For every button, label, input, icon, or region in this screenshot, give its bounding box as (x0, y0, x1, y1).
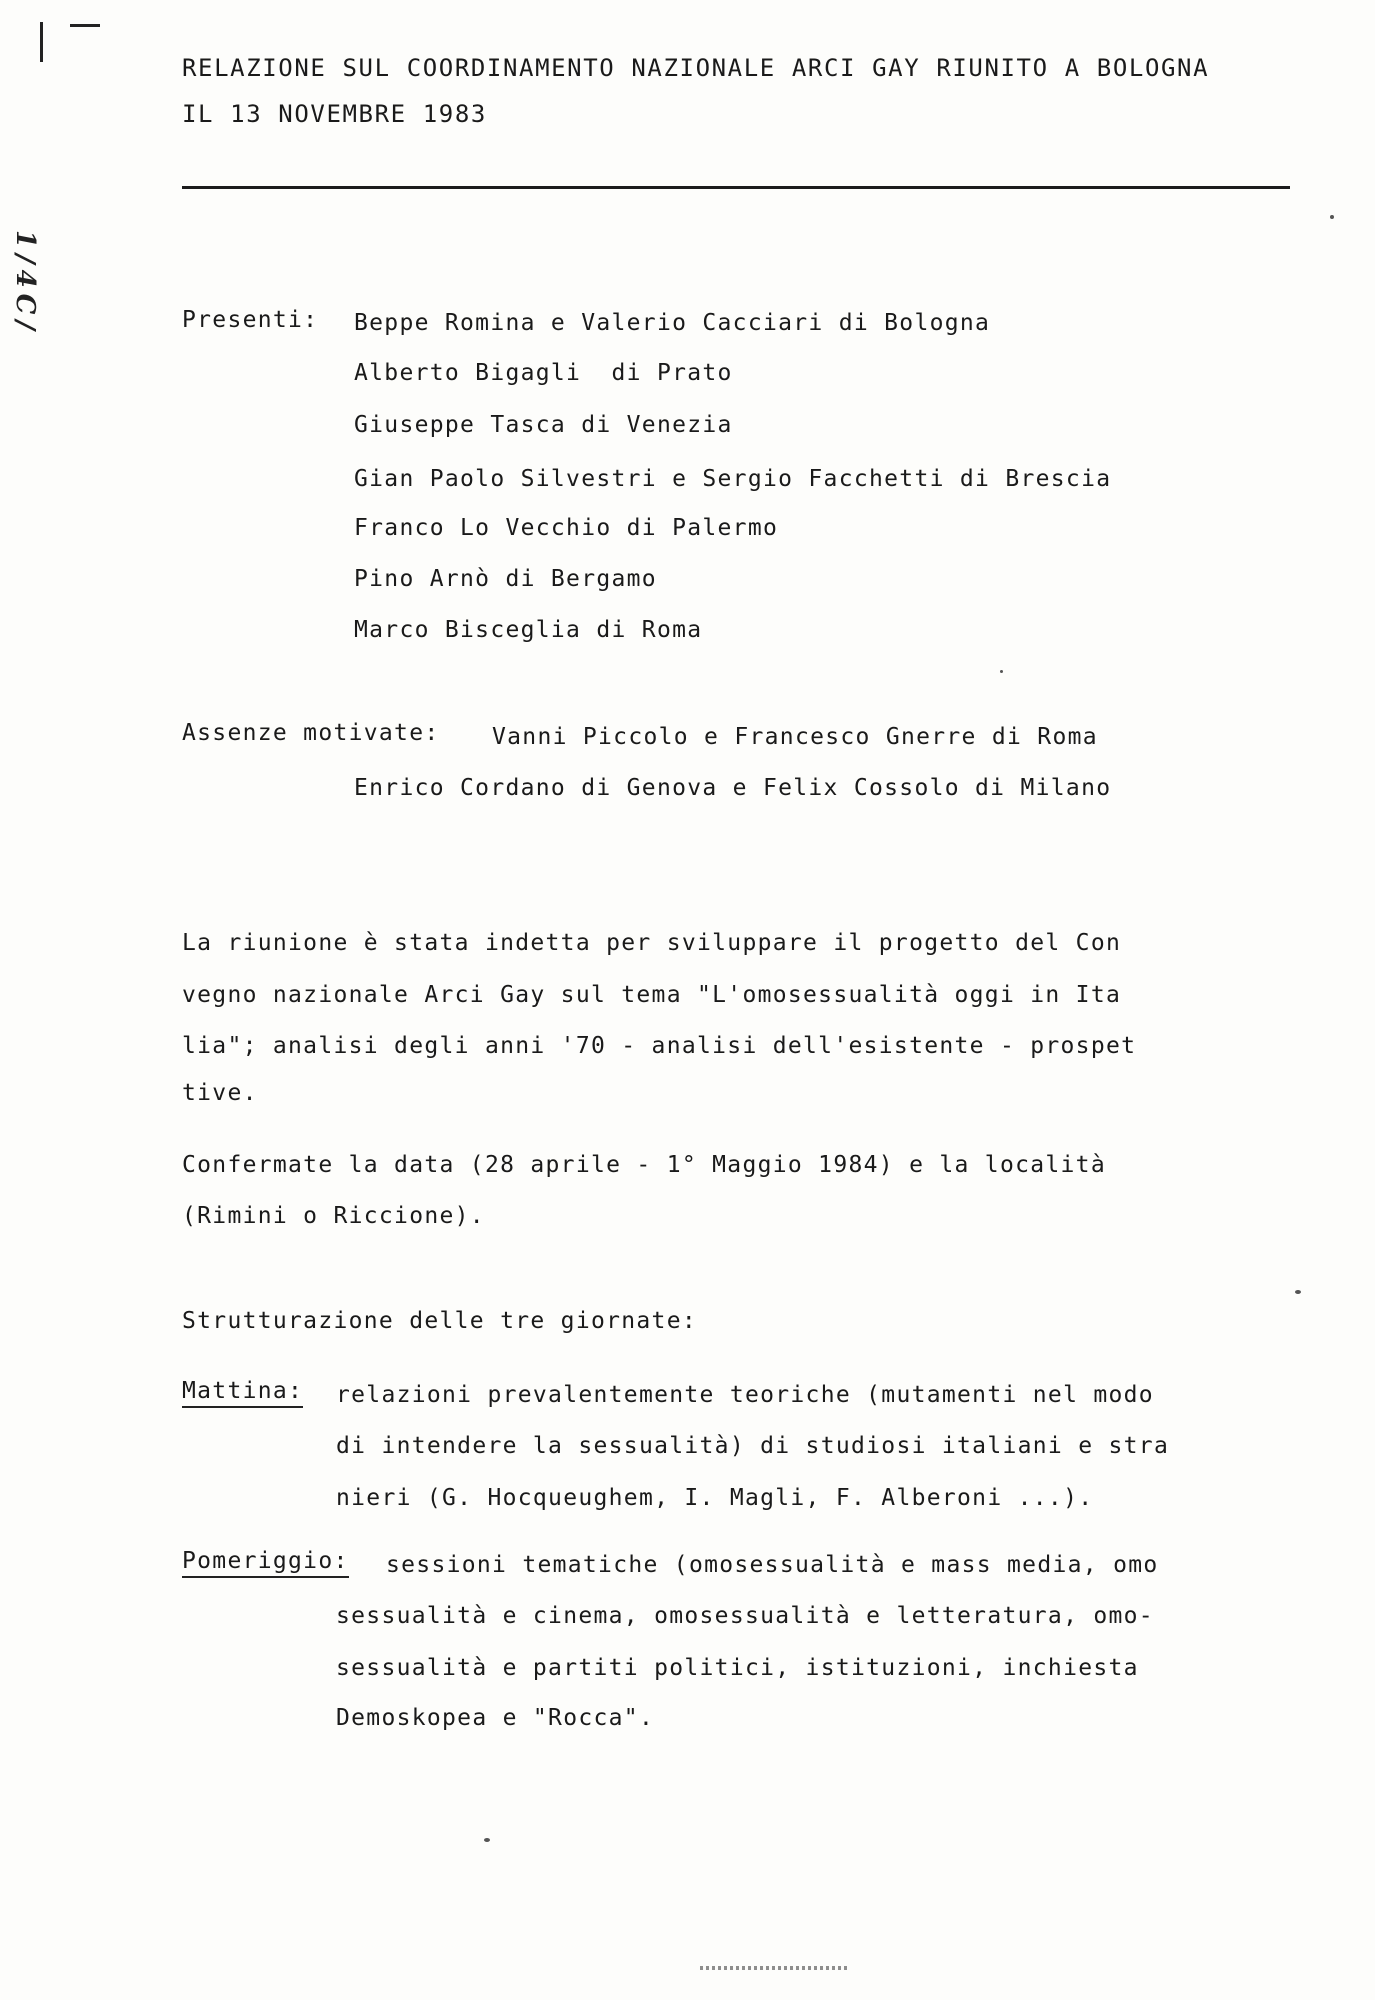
scan-speck (1295, 1290, 1301, 1294)
scan-smudge (700, 1966, 850, 1970)
margin-annotation: 1/4C/ (10, 230, 40, 336)
absence-item: Vanni Piccolo e Francesco Gnerre di Roma (492, 724, 1098, 750)
mattina-label-text: Mattina: (182, 1378, 303, 1408)
paragraph-line: La riunione è stata indetta per sviluppare il progetto del Con (182, 930, 1122, 956)
document-title: RELAZIONE SUL COORDINAMENTO NAZIONALE ARCI GAY RIUNITO A BOLOGNA (182, 54, 1210, 82)
pomeriggio-label (182, 1548, 349, 1574)
mattina-label (182, 1378, 303, 1404)
paragraph-line: (Rimini o Riccione). (182, 1203, 485, 1229)
pomeriggio-line: sessualità e cinema, omosessualità e letteratura, omo- (336, 1603, 1154, 1629)
corner-mark (70, 24, 100, 27)
section-heading: Strutturazione delle tre giornate: (182, 1308, 698, 1334)
paragraph-line: Confermate la data (28 aprile - 1° Maggio 1984) e la località (182, 1152, 1106, 1178)
mattina-line: relazioni prevalentemente teoriche (mutamenti nel modo (336, 1382, 1154, 1408)
pomeriggio-label-text: Pomeriggio: (182, 1548, 349, 1578)
scan-speck (1330, 215, 1334, 219)
pomeriggio-line: sessioni tematiche (omosessualità e mass media, omo (386, 1552, 1159, 1578)
attendee-item: Pino Arnò di Bergamo (354, 566, 657, 592)
attendee-item: Giuseppe Tasca di Venezia (354, 412, 733, 438)
mattina-line: nieri (G. Hocqueughem, I. Magli, F. Alberoni ...). (336, 1485, 1094, 1511)
scan-speck (484, 1838, 490, 1842)
mattina-line: di intendere la sessualità) di studiosi italiani e stra (336, 1433, 1170, 1459)
paragraph-line: lia"; analisi degli anni '70 - analisi dell'esistente - prospet (182, 1033, 1137, 1059)
document-date: IL 13 NOVEMBRE 1983 (182, 100, 487, 128)
pomeriggio-line: sessualità e partiti politici, istituzioni, inchiesta (336, 1655, 1139, 1681)
attendee-item: Beppe Romina e Valerio Cacciari di Bologna (354, 310, 991, 336)
presenti-label: Presenti: (182, 307, 319, 333)
corner-mark (40, 22, 43, 62)
attendee-item: Alberto Bigagli di Prato (354, 360, 733, 386)
attendee-item: Marco Bisceglia di Roma (354, 617, 703, 643)
paragraph-line: tive. (182, 1080, 258, 1106)
assenze-label: Assenze motivate: (182, 720, 440, 746)
attendee-item: Franco Lo Vecchio di Palermo (354, 515, 779, 541)
attendee-item: Gian Paolo Silvestri e Sergio Facchetti di Brescia (354, 466, 1112, 492)
paragraph-line: vegno nazionale Arci Gay sul tema "L'omosessualità oggi in Ita (182, 982, 1122, 1008)
pomeriggio-line: Demoskopea e "Rocca". (336, 1705, 655, 1731)
absence-item: Enrico Cordano di Genova e Felix Cossolo di Milano (354, 775, 1112, 801)
title-divider (182, 186, 1290, 189)
scan-speck (1000, 670, 1003, 673)
